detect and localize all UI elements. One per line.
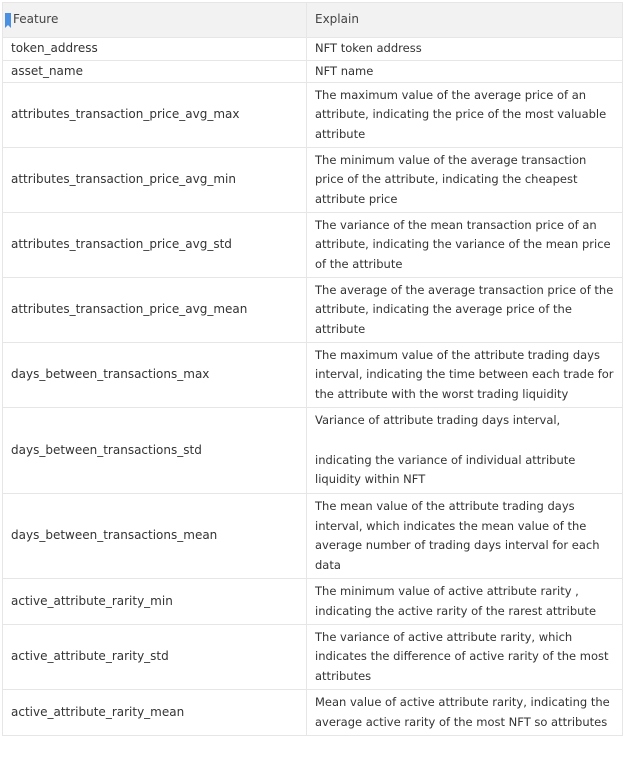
explain-cell: Mean value of active attribute rarity, indicating the average active rarity of the most NFT so attributes xyxy=(307,690,623,736)
table-row xyxy=(3,278,623,343)
feature-cell: token_address xyxy=(3,38,307,61)
explain-cell: The minimum value of the average transaction price of the attribute, indicating the cheapest attribute price xyxy=(307,148,623,213)
explain-cell: The maximum value of the average price of an attribute, indicating the price of the most valuable attribute xyxy=(307,83,623,148)
feature-cell: attributes_transaction_price_avg_std xyxy=(3,213,307,278)
table-row xyxy=(3,61,623,83)
feature-cell: days_between_transactions_max xyxy=(3,343,307,408)
explain-cell: The mean value of the attribute trading days interval, which indicates the mean value of the average number of trading days interval for each data xyxy=(307,494,623,579)
explain-header-label: Explain xyxy=(315,12,359,27)
feature-cell: days_between_transactions_std xyxy=(3,408,307,494)
feature-cell: asset_name xyxy=(3,61,307,83)
table-row xyxy=(3,579,623,625)
table-row xyxy=(3,625,623,690)
table-body xyxy=(3,38,623,736)
explain-line: Variance of attribute trading days interval, xyxy=(315,413,561,428)
feature-explain-table xyxy=(2,2,623,736)
table-row xyxy=(3,38,623,61)
explain-line: indicating the variance of individual attribute liquidity within NFT xyxy=(315,452,576,487)
feature-cell: active_attribute_rarity_mean xyxy=(3,690,307,736)
explain-cell: The average of the average transaction price of the attribute, indicating the average price of the attribute xyxy=(307,278,623,343)
explain-cell: NFT name xyxy=(307,61,623,83)
paragraph-gap xyxy=(315,431,614,451)
feature-cell: days_between_transactions_mean xyxy=(3,494,307,579)
feature-cell: attributes_transaction_price_avg_mean xyxy=(3,278,307,343)
table-row xyxy=(3,83,623,148)
explain-cell: The variance of active attribute rarity, which indicates the difference of active rarity of the most attributes xyxy=(307,625,623,690)
explain-column-header xyxy=(307,3,623,38)
table-row xyxy=(3,494,623,579)
feature-header-label: Feature xyxy=(13,12,59,27)
feature-cell: active_attribute_rarity_std xyxy=(3,625,307,690)
explain-cell: The maximum value of the attribute trading days interval, indicating the time between each trade for the attribute with the worst trading liquidity xyxy=(307,343,623,408)
table-row xyxy=(3,343,623,408)
feature-cell: attributes_transaction_price_avg_max xyxy=(3,83,307,148)
table-row xyxy=(3,408,623,494)
table-row xyxy=(3,690,623,736)
table-header-row xyxy=(3,3,623,38)
explain-cell xyxy=(307,408,623,494)
feature-cell: attributes_transaction_price_avg_min xyxy=(3,148,307,213)
table-row xyxy=(3,213,623,278)
feature-column-header xyxy=(3,3,307,38)
explain-cell: The minimum value of active attribute rarity , indicating the active rarity of the rarest attribute xyxy=(307,579,623,625)
bookmark-icon xyxy=(5,13,11,25)
table-header xyxy=(3,3,623,38)
table-row xyxy=(3,148,623,213)
explain-cell: NFT token address xyxy=(307,38,623,61)
feature-cell: active_attribute_rarity_min xyxy=(3,579,307,625)
explain-cell: The variance of the mean transaction price of an attribute, indicating the variance of the mean price of the attribute xyxy=(307,213,623,278)
